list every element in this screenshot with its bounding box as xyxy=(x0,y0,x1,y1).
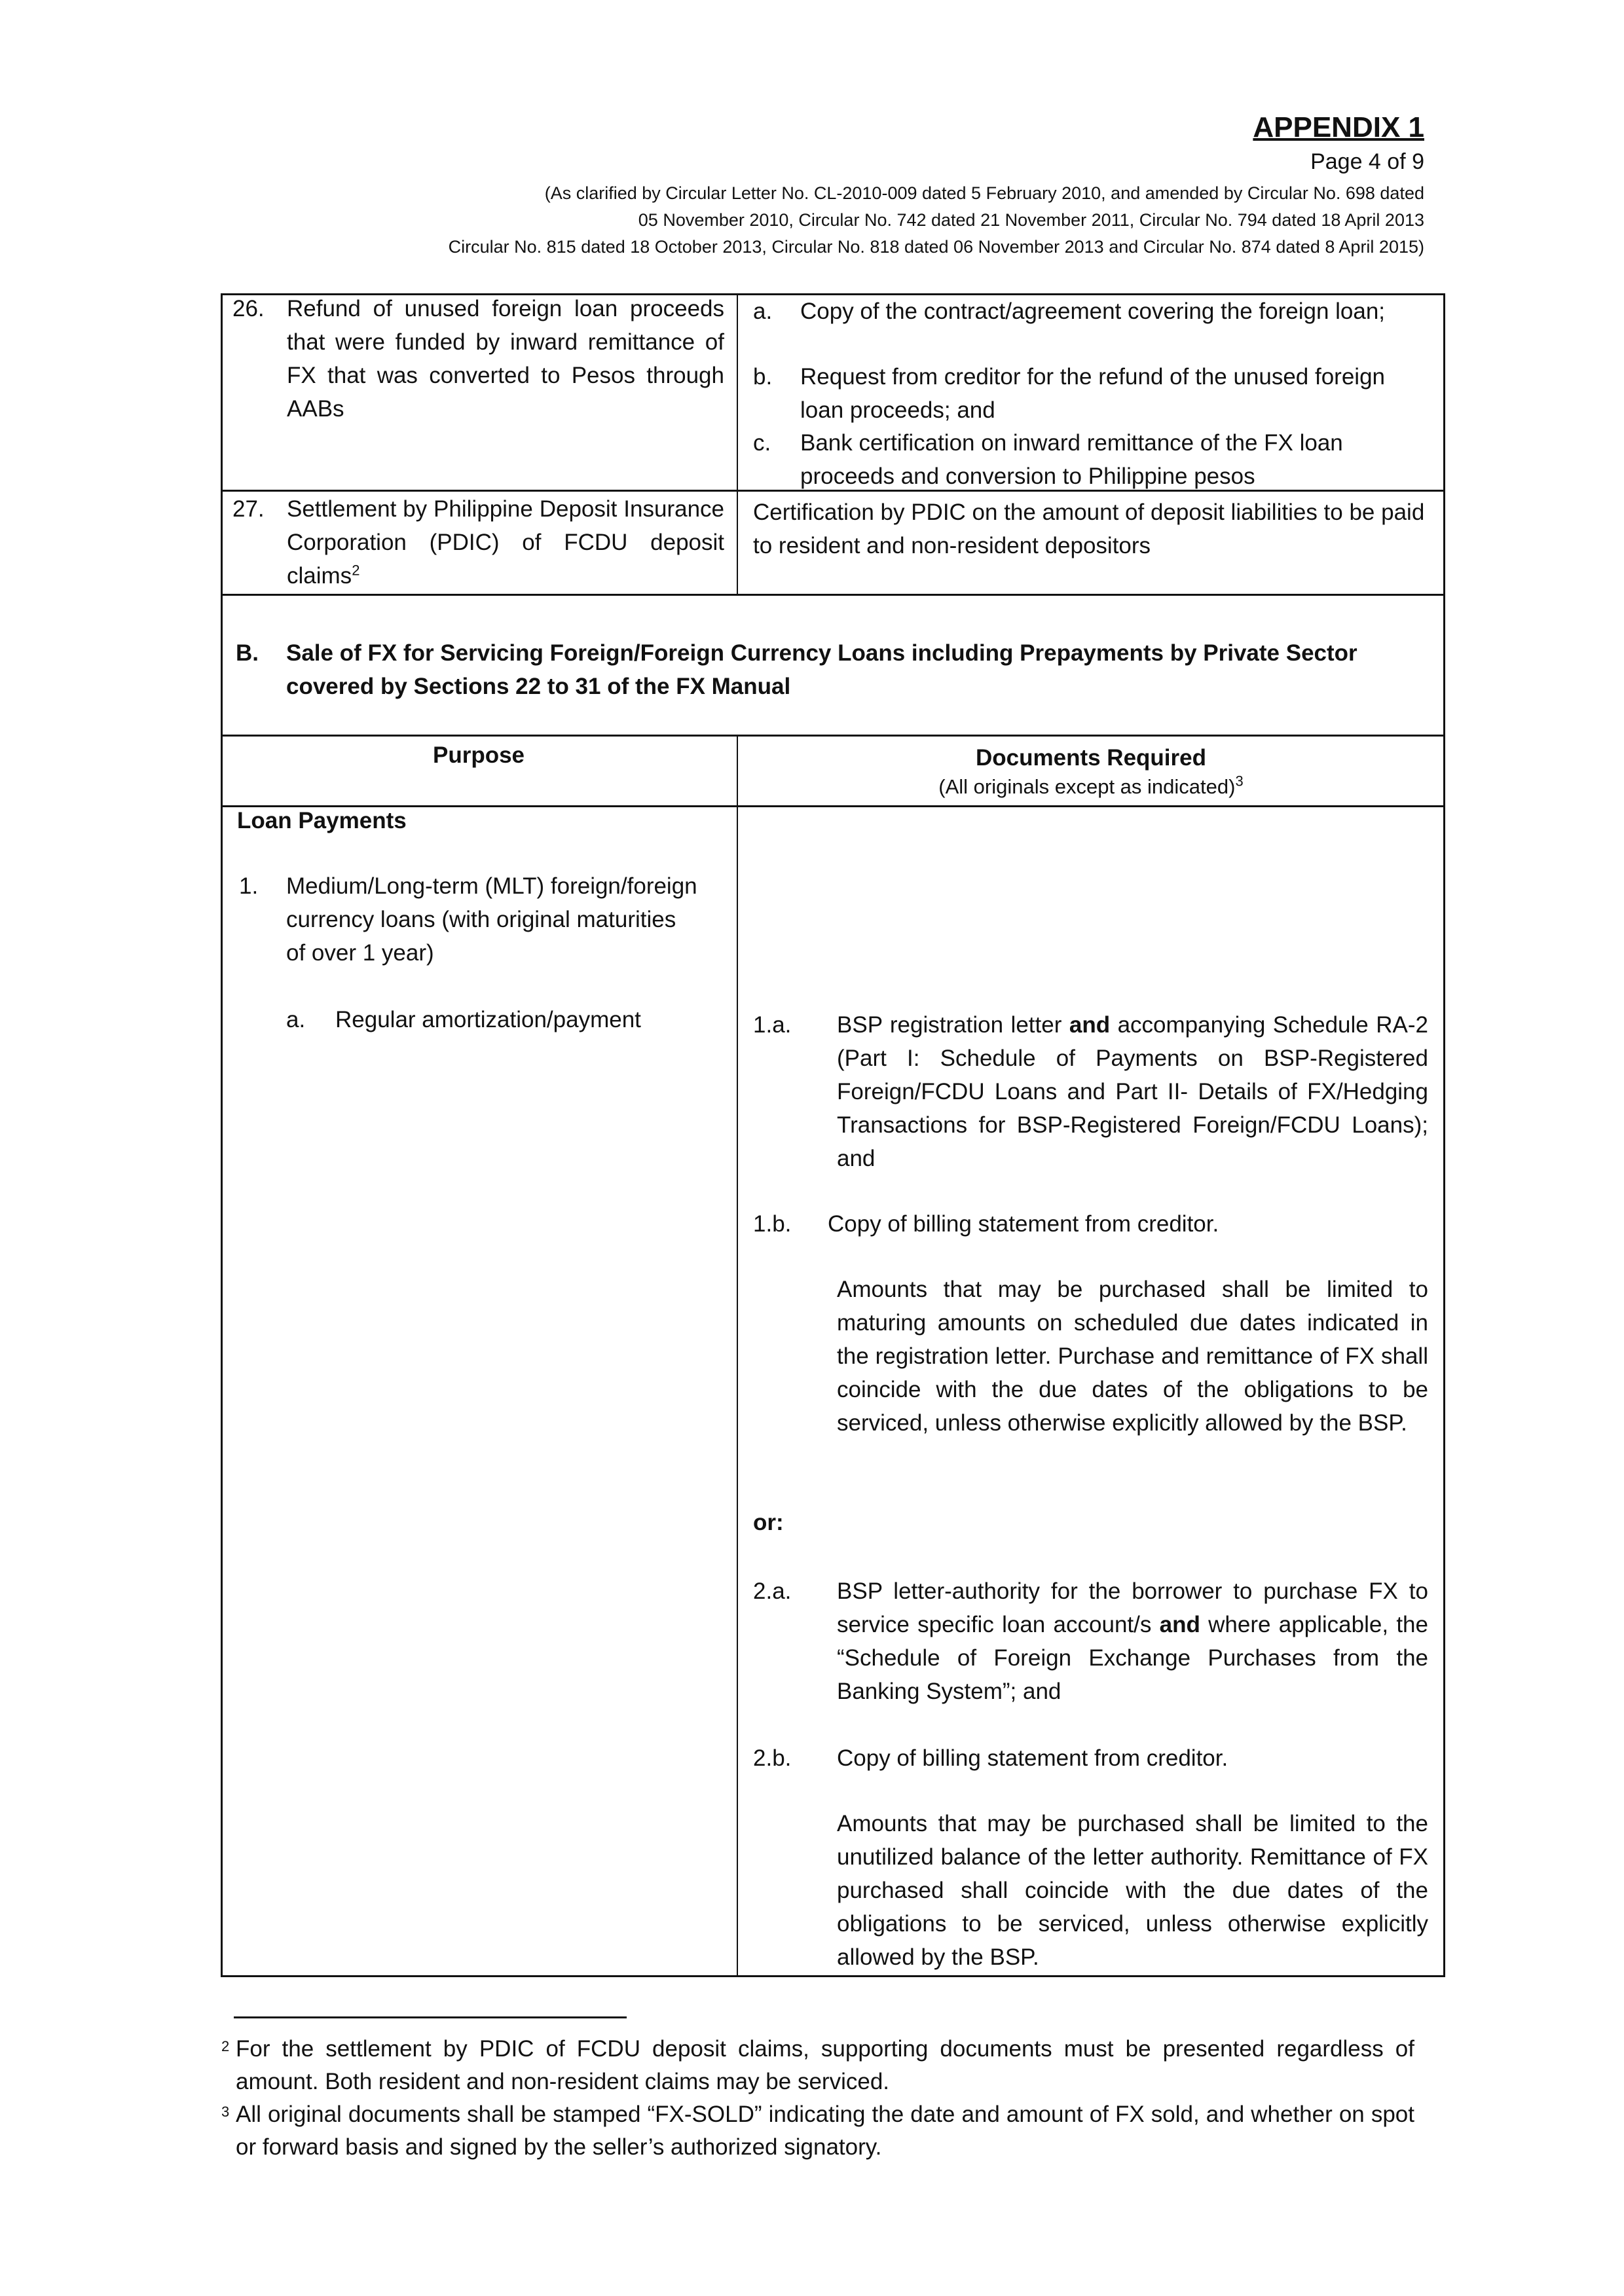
row-26-purpose: Refund of unused foreign loan proceeds that were funded by inward remittance of FX that was converted to Pesos through AABs xyxy=(287,296,724,422)
item-1-text: Medium/Long-term (MLT) foreign/foreign currency loans (with original maturities of over 1 year) xyxy=(286,873,697,966)
section-b-label: B. xyxy=(236,640,259,666)
row-26-doc-b: Request from creditor for the refund of the unused foreign loan proceeds; and xyxy=(800,364,1386,423)
row-26-doc-a: Copy of the contract/agreement covering the foreign loan; xyxy=(800,299,1386,324)
footnote-separator xyxy=(234,2016,627,2018)
footnote-3 xyxy=(221,2098,1414,2164)
footnote-2-text: For the settlement by PDIC of FCDU deposit claims, supporting documents must be presented regardless of amount. Both resident and non-resident claims may be serviced. xyxy=(236,2036,1414,2094)
col-header-documents: Documents Required xyxy=(976,745,1206,771)
clarification-line-3: Circular No. 815 dated 18 October 2013, Circular No. 818 dated 06 November 2013 and Circular No. 874 dated 8 April 2015) xyxy=(448,237,1424,257)
doc-1a-label: 1.a. xyxy=(753,1012,792,1038)
item-1-num: 1. xyxy=(239,873,259,899)
doc-1a-pre: BSP registration letter xyxy=(837,1012,1069,1038)
row-26-doc-c: Bank certification on inward remittance of the FX loan proceeds and conversion to Philippine pesos xyxy=(800,430,1343,489)
footnote-3-num: 3 xyxy=(221,2104,230,2120)
doc-2-note: Amounts that may be purchased shall be limited to the unutilized balance of the letter authority. Remittance of FX purchased shall coincide with the due dates of the obligations to be serviced, unless otherwise explicitly allowed by the BSP. xyxy=(837,1811,1428,1970)
doc-1b-text: Copy of billing statement from creditor. xyxy=(828,1211,1219,1237)
footnote-3-text: All original documents shall be stamped “FX-SOLD” indicating the date and amount of FX sold, and whether on spot or forward basis and signed by the seller’s authorized signatory. xyxy=(236,2102,1414,2160)
or-separator: or: xyxy=(753,1510,784,1535)
doc-2a-post: where applicable, the “Schedule of Foreign Exchange Purchases from the Banking System”; and xyxy=(837,1612,1428,1704)
section-b-title: Sale of FX for Servicing Foreign/Foreign Currency Loans including Prepayments by Private Sector covered by Sections 22 to 31 of the FX Manual xyxy=(286,640,1357,699)
appendix-title: APPENDIX 1 xyxy=(1253,111,1424,143)
doc-2a-label: 2.a. xyxy=(753,1578,792,1604)
doc-1a-bold: and xyxy=(1069,1012,1111,1038)
row-26-doc-c-label: c. xyxy=(753,430,771,456)
documents-note-text: (All originals except as indicated) xyxy=(938,775,1236,798)
row-26-doc-a-label: a. xyxy=(753,299,773,324)
doc-1a-post: accompanying Schedule RA-2 (Part I: Schedule of Payments on BSP-Registered Foreign/FCDU Loans and Part II- Details of FX/Hedging Transactions for BSP-Registered Foreign/FCDU Loans); and xyxy=(837,1012,1428,1171)
clarification-line-1: (As clarified by Circular Letter No. CL-2010-009 dated 5 February 2010, and amended by Circular No. 698 dated xyxy=(544,183,1424,203)
row-27-purpose-text: Settlement by Philippine Deposit Insurance Corporation (PDIC) of FCDU deposit claims xyxy=(287,496,724,589)
row-27-purpose xyxy=(287,492,724,592)
clarification-line-2: 05 November 2010, Circular No. 742 dated 21 November 2011, Circular No. 794 dated 18 April 2013 xyxy=(638,210,1424,230)
page-number: Page 4 of 9 xyxy=(1310,149,1424,174)
doc-2b-label: 2.b. xyxy=(753,1745,792,1771)
row-26-num: 26. xyxy=(232,296,265,321)
item-1a-text: Regular amortization/payment xyxy=(335,1007,641,1032)
row-27-documents: Certification by PDIC on the amount of deposit liabilities to be paid to resident and non-resident depositors xyxy=(753,500,1425,558)
loan-payments-heading: Loan Payments xyxy=(237,808,407,833)
doc-2a-pre: BSP letter-authority for the borrower to purchase FX to service specific loan account/s xyxy=(837,1578,1428,1637)
footnote-ref-3[interactable]: 3 xyxy=(1235,773,1244,790)
doc-2b-text: Copy of billing statement from creditor. xyxy=(837,1745,1228,1771)
doc-1b-label: 1.b. xyxy=(753,1211,792,1237)
footnote-2 xyxy=(221,2033,1414,2098)
footnote-2-num: 2 xyxy=(221,2038,230,2054)
col-header-purpose: Purpose xyxy=(432,742,525,768)
doc-1a-text xyxy=(837,1008,1428,1175)
row-26-doc-b-label: b. xyxy=(753,364,773,390)
col-header-documents-note xyxy=(737,773,1445,801)
clarification-note xyxy=(180,180,1424,261)
footnote-ref-2[interactable]: 2 xyxy=(352,562,360,579)
doc-2a-bold: and xyxy=(1159,1612,1200,1637)
doc-2a-text xyxy=(837,1575,1428,1708)
section-a-divider xyxy=(737,293,738,596)
item-1a-label: a. xyxy=(286,1007,306,1032)
doc-1-note: Amounts that may be purchased shall be limited to maturing amounts on scheduled due dates indicated in the registration letter. Purchase and remittance of FX shall coincide with the due dates of the obligations to be serviced, unless otherwise explicitly allowed by the BSP. xyxy=(837,1277,1428,1436)
row-27-num: 27. xyxy=(232,496,265,522)
section-b-divider xyxy=(737,735,738,1977)
